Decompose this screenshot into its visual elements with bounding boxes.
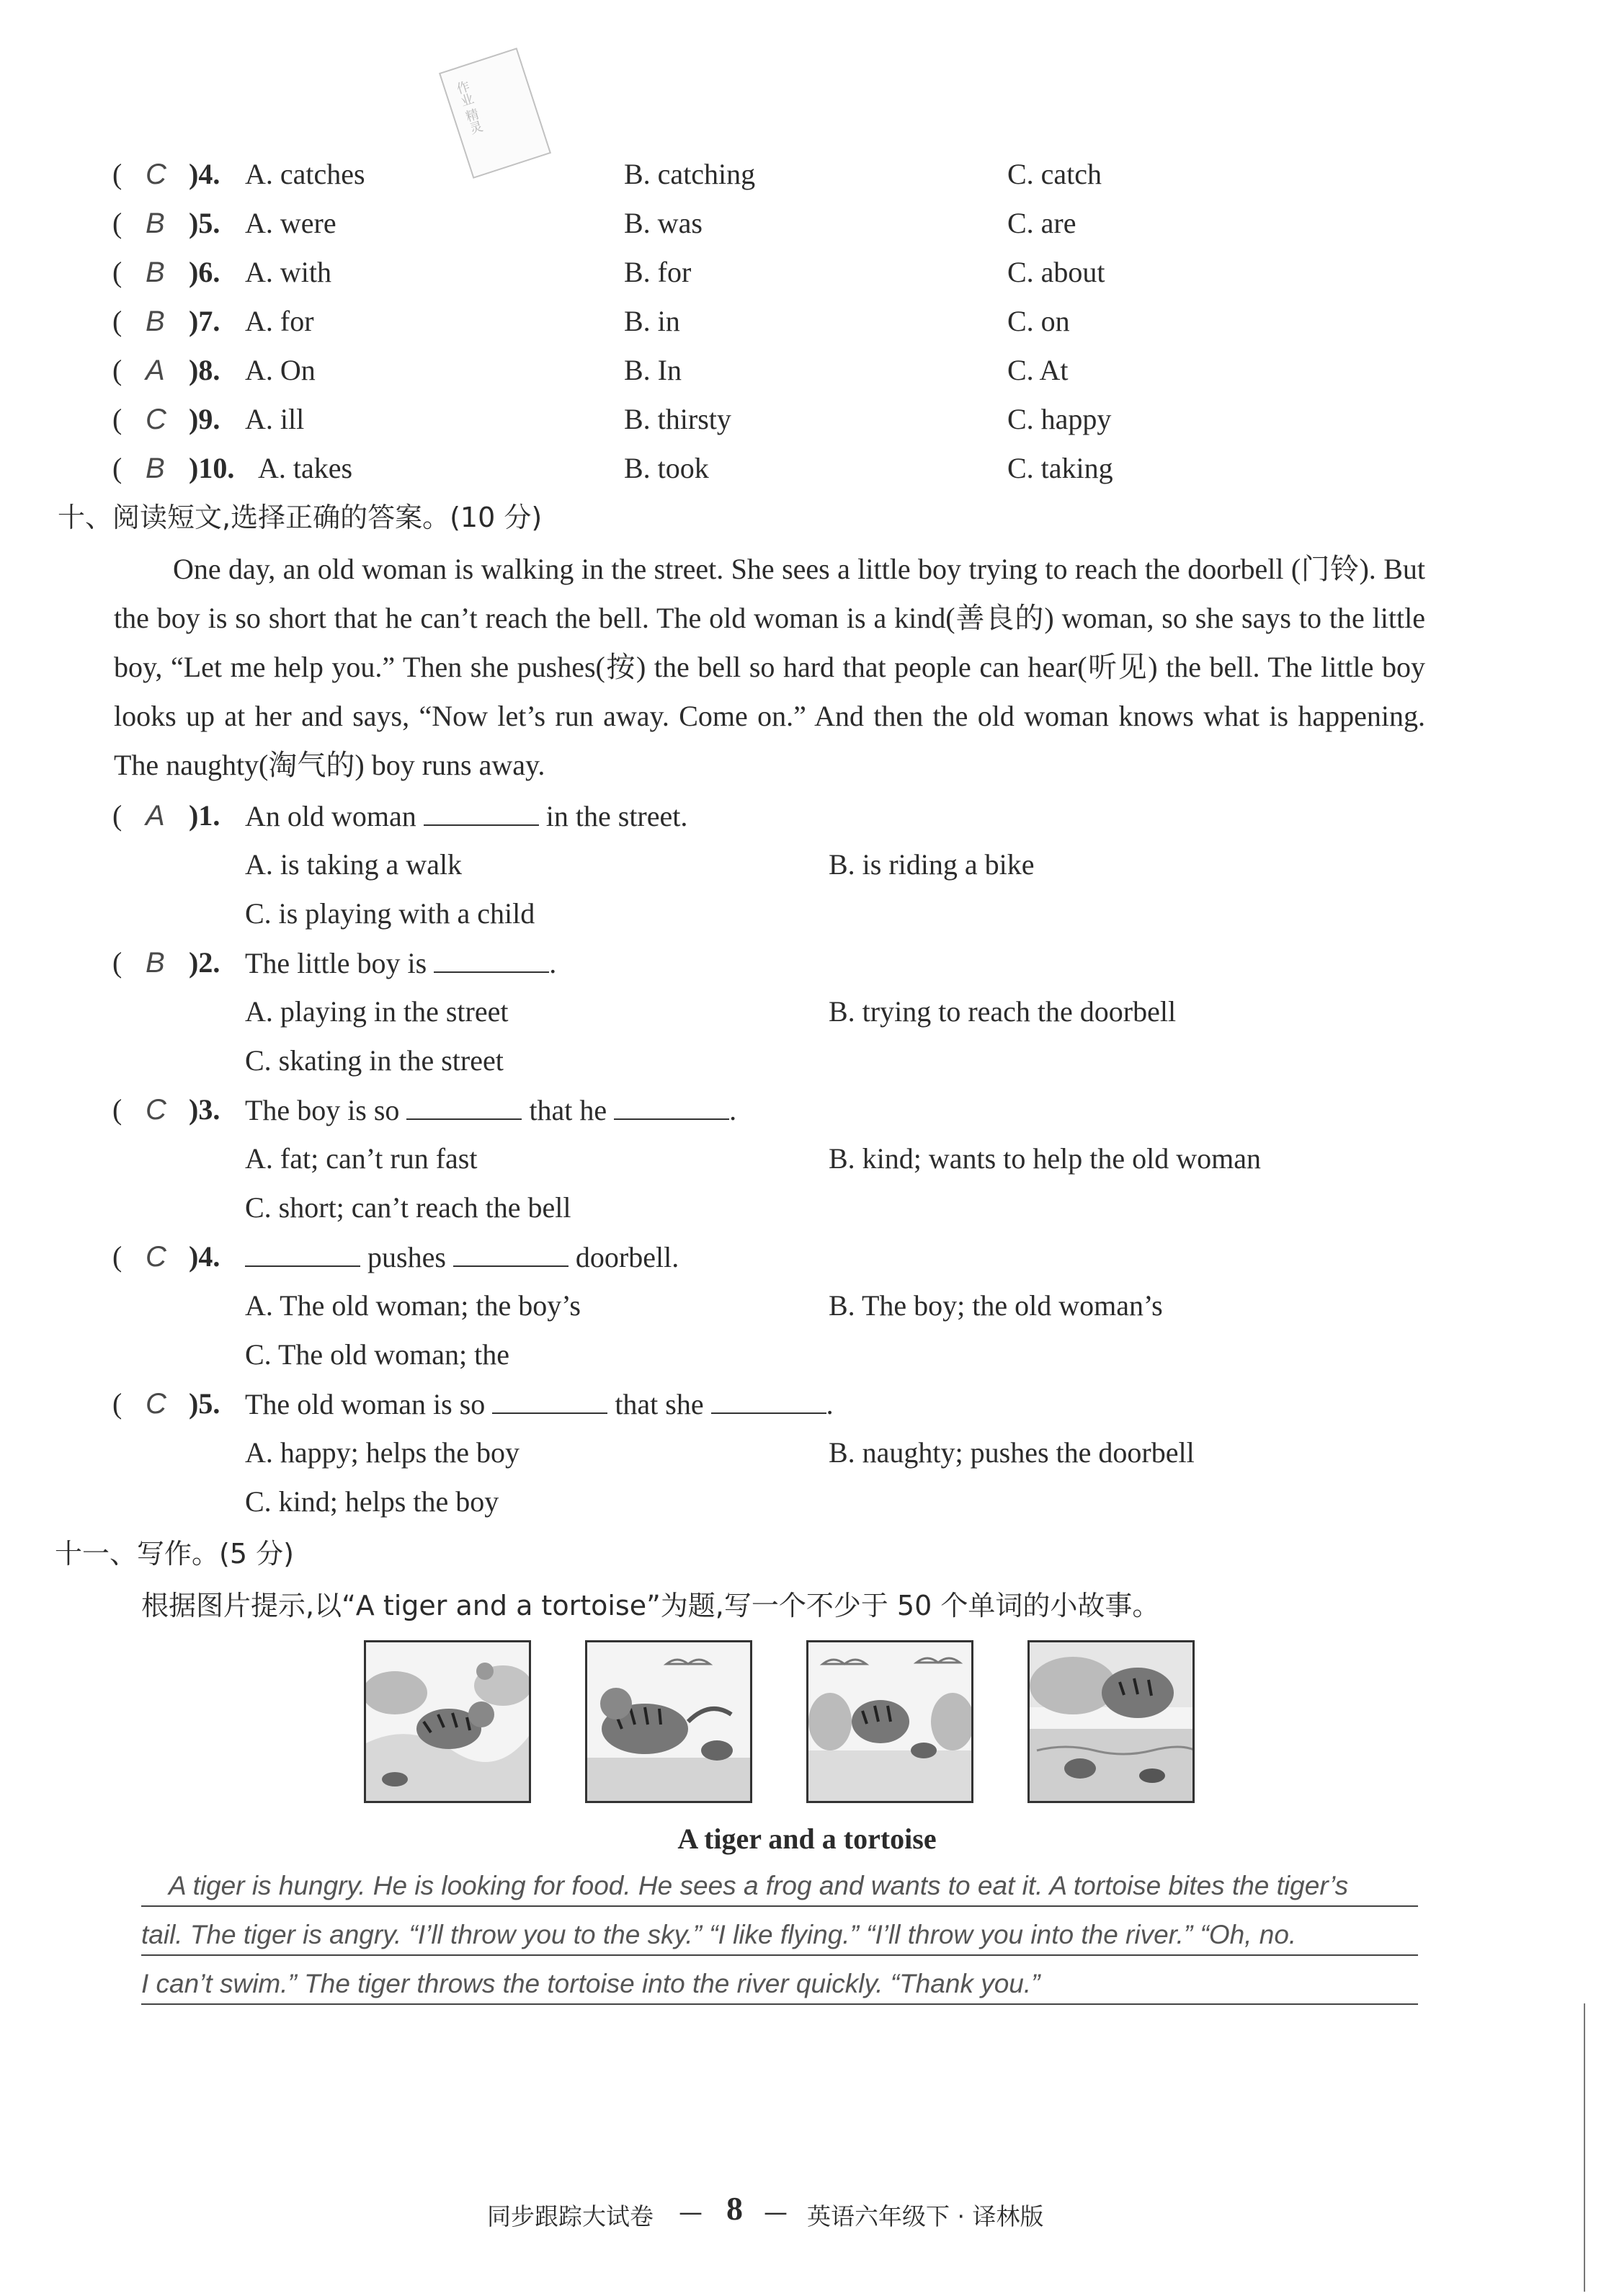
answer-mark: C (146, 404, 166, 435)
stamp-text: 作业 精灵 (453, 79, 485, 136)
homework-stamp (439, 48, 551, 179)
stem-post: . (826, 1388, 834, 1420)
option-a: A. The old woman; the boy’s (245, 1289, 581, 1322)
paren-open: ( (112, 354, 122, 386)
question-number: )3. (189, 1093, 220, 1126)
stem-mid: that she (615, 1388, 704, 1420)
option-a: A. catches (245, 158, 365, 190)
option-a: A. On (245, 354, 316, 386)
option-c: C. skating in the street (245, 1044, 504, 1077)
writing-rule (141, 2003, 1418, 2005)
question-number: )1. (189, 799, 220, 832)
answer-mark: B (146, 306, 165, 337)
stem-pre: The old woman is so (245, 1388, 486, 1420)
answer-mark: B (146, 208, 165, 239)
paren-open: ( (112, 799, 122, 832)
stem-mid: in the street. (545, 800, 688, 832)
question-stem (245, 945, 556, 981)
option-b: B. in (624, 305, 680, 337)
option-c: C. happy (1007, 403, 1112, 435)
writing-instruction: 根据图片提示,以“A tiger and a tortoise”为题,写一个不少于 50 个单词的小故事。 (141, 1590, 1160, 1621)
option-a: A. fat; can’t run fast (245, 1142, 478, 1175)
option-c: C. short; can’t reach the bell (245, 1191, 571, 1224)
passage-text: One day, an old woman is walking in the street. She sees a little boy trying to reach the doorbell (门铃). But the boy is so short that he can’t reach the bell. The old woman is a kind(善良的) woman, so she says to the little boy, “Let me help you.” Then she pushes(按) the bell so hard that people can hear(听见) the bell. The little boy looks up at her and says, “Now let’s run away. Come on.” And then the old woman knows what is happening. The naughty(淘气的) boy runs away. (114, 553, 1425, 781)
option-c: C. on (1007, 305, 1070, 337)
paren-open: ( (112, 452, 122, 484)
answer-blank (614, 1093, 729, 1120)
answer-mark: A (146, 800, 165, 832)
answer-mark: C (146, 159, 166, 190)
paren-open: ( (112, 946, 122, 979)
option-b: B. thirsty (624, 403, 731, 435)
option-b: B. is riding a bike (829, 848, 1035, 881)
answer-blank (424, 798, 539, 826)
paren-open: ( (112, 1240, 122, 1273)
tiger-chasing-frog-illustration (366, 1642, 529, 1801)
option-a: A. with (245, 256, 331, 288)
option-b: B. catching (624, 158, 756, 190)
story-title: A tiger and a tortoise (677, 1823, 937, 1855)
footer-dash: — (679, 2198, 703, 2226)
option-a: A. is taking a walk (245, 848, 463, 881)
question-number: )5. (189, 1387, 220, 1420)
answer-mark: B (146, 947, 165, 979)
answer-mark: C (146, 1094, 166, 1126)
question-number: )2. (189, 946, 220, 979)
paren-open: ( (112, 256, 122, 288)
page-number: 8 (726, 2190, 743, 2227)
answer-blank (245, 1240, 360, 1267)
stem-pre: An old woman (245, 800, 416, 832)
page-edge (1584, 2003, 1585, 2292)
story-picture-2 (585, 1640, 752, 1803)
paren-open: ( (112, 305, 122, 337)
option-a: A. happy; helps the boy (245, 1436, 520, 1469)
option-c: C. At (1007, 354, 1069, 386)
option-c: C. taking (1007, 452, 1113, 484)
answer-blank (453, 1240, 569, 1267)
footer-dash: — (764, 2198, 788, 2226)
writing-rule (141, 1905, 1418, 1907)
paren-open: ( (112, 158, 122, 190)
tiger-threatens-tortoise-illustration (808, 1642, 971, 1801)
option-c: C. is playing with a child (245, 897, 535, 930)
handwritten-line: tail. The tiger is angry. “I’ll throw you to the sky.” “I like flying.” “I’ll throw you into the river.” “Oh, no. (141, 1920, 1297, 1949)
option-c: C. about (1007, 256, 1105, 288)
stem-post: doorbell. (575, 1241, 679, 1273)
option-a: A. were (245, 207, 336, 239)
question-stem (245, 1240, 679, 1275)
option-b: B. In (624, 354, 682, 386)
question-stem (245, 1093, 736, 1128)
story-picture-1 (364, 1640, 531, 1803)
question-number: )5. (189, 207, 220, 239)
footer-subject: 英语六年级下 · 译林版 (807, 2202, 1044, 2230)
paren-open: ( (112, 207, 122, 239)
question-stem (245, 798, 687, 834)
paren-open: ( (112, 403, 122, 435)
option-b: B. for (624, 256, 692, 288)
stem-mid: pushes (367, 1241, 446, 1273)
answer-mark: C (146, 1388, 166, 1420)
tortoise-bites-tiger-illustration (587, 1642, 750, 1801)
stem-post: . (729, 1094, 737, 1126)
question-number: )9. (189, 403, 220, 435)
story-picture-4 (1027, 1640, 1195, 1803)
question-number: )7. (189, 305, 220, 337)
question-number: )6. (189, 256, 220, 288)
question-number: )4. (189, 1240, 220, 1273)
tortoise-in-river-illustration (1030, 1642, 1192, 1801)
option-a: A. playing in the street (245, 995, 509, 1028)
answer-mark: B (146, 257, 165, 288)
answer-blank (406, 1093, 522, 1120)
answer-blank (711, 1387, 826, 1414)
option-c: C. are (1007, 207, 1076, 239)
question-number: )10. (189, 452, 235, 484)
option-b: B. naughty; pushes the doorbell (829, 1436, 1195, 1469)
option-a: A. for (245, 305, 314, 337)
section11-heading: 十一、写作。(5 分) (55, 1538, 294, 1570)
option-c: C. The old woman; the (245, 1338, 509, 1371)
question-number: )8. (189, 354, 220, 386)
handwritten-line: I can’t swim.” The tiger throws the tortoise into the river quickly. “Thank you.” (141, 1969, 1040, 1998)
answer-blank (492, 1387, 607, 1414)
option-c: C. kind; helps the boy (245, 1485, 499, 1518)
question-stem (245, 1387, 834, 1422)
answer-mark: C (146, 1241, 166, 1273)
answer-blank (434, 945, 549, 973)
stem-mid: . (549, 947, 557, 979)
handwritten-line: A tiger is hungry. He is looking for food. He sees a frog and wants to eat it. A tortoise bites the tiger’s (169, 1871, 1349, 1900)
option-b: B. kind; wants to help the old woman (829, 1142, 1261, 1175)
option-b: B. The boy; the old woman’s (829, 1289, 1163, 1322)
stem-pre: The boy is so (245, 1094, 400, 1126)
option-b: B. trying to reach the doorbell (829, 995, 1177, 1028)
footer-book-title: 同步跟踪大试卷 (487, 2202, 654, 2230)
answer-mark: A (146, 355, 165, 386)
option-b: B. was (624, 207, 703, 239)
paren-open: ( (112, 1093, 122, 1126)
stem-mid: that he (529, 1094, 607, 1126)
section10-heading: 十、阅读短文,选择正确的答案。(10 分) (58, 502, 543, 533)
option-a: A. takes (258, 452, 353, 484)
question-number: )4. (189, 158, 220, 190)
paren-open: ( (112, 1387, 122, 1420)
stem-pre: The little boy is (245, 947, 427, 979)
answer-mark: B (146, 453, 165, 484)
option-c: C. catch (1007, 158, 1102, 190)
reading-passage (114, 545, 1425, 790)
option-a: A. ill (245, 403, 305, 435)
story-picture-3 (806, 1640, 973, 1803)
option-b: B. took (624, 452, 709, 484)
writing-rule (141, 1954, 1418, 1956)
